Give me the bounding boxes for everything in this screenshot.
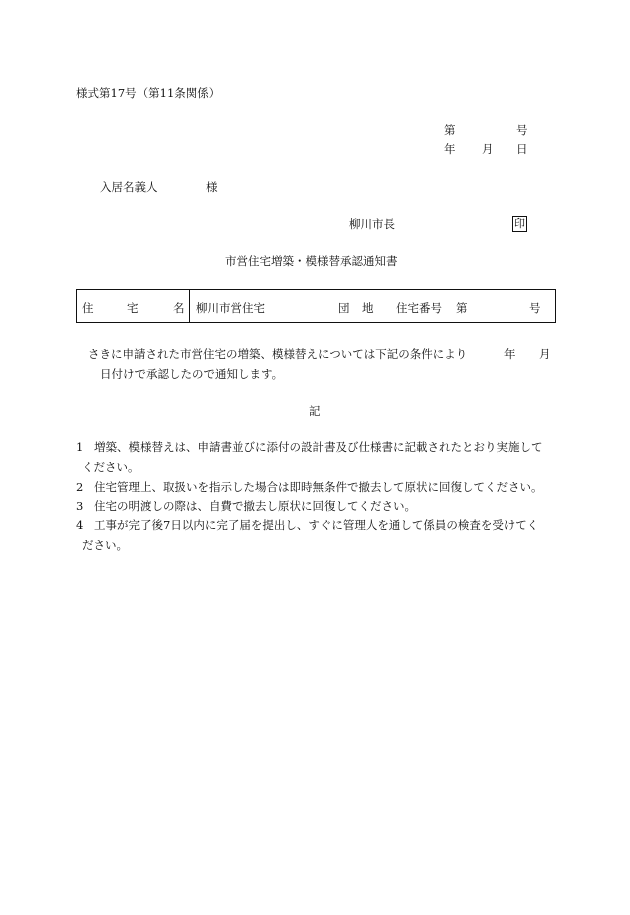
- seal-mark: 印: [514, 217, 525, 230]
- intro-month: 月: [539, 347, 551, 361]
- table-label-dan: 団: [338, 301, 350, 315]
- date-day: 日: [516, 142, 528, 156]
- table-divider: [189, 290, 190, 322]
- housing-table: [76, 289, 556, 323]
- condition-text-cont: ください。: [82, 460, 140, 474]
- condition-text: 住宅の明渡しの際は、自費で撤去し原状に回復してください。: [94, 499, 416, 513]
- condition-number: 4: [76, 518, 84, 532]
- intro-line-1: さきに申請された市営住宅の増築、模様替えについては下記の条件により: [88, 347, 468, 361]
- ki-heading: 記: [309, 404, 321, 418]
- table-label-house-no: 住宅番号: [396, 301, 442, 315]
- table-label-chi: 地: [362, 301, 374, 315]
- issuer-name: 柳川市長: [349, 217, 395, 231]
- addressee-label: 入居名義人: [100, 180, 158, 194]
- doc-no-go: 号: [516, 123, 528, 137]
- table-house-no-dai: 第: [456, 301, 468, 315]
- intro-line-2: 日付けで承認したので通知します。: [100, 367, 284, 381]
- condition-number: 3: [76, 499, 84, 513]
- form-id: 様式第17号（第11条関係）: [76, 86, 221, 100]
- condition-number: 1: [76, 440, 84, 454]
- date-month: 月: [482, 142, 494, 156]
- table-house-no-go: 号: [529, 301, 541, 315]
- intro-year: 年: [504, 347, 516, 361]
- table-label-taku: 宅: [127, 301, 139, 315]
- condition-text: 増築、模様替えは、申請書並びに添付の設計書及び仕様書に記載されたとおり実施して: [94, 440, 543, 454]
- condition-text: 工事が完了後7日以内に完了届を提出し、すぐに管理人を通して係員の検査を受けてく: [94, 518, 539, 532]
- condition-text-cont: ださい。: [82, 538, 128, 552]
- doc-no-dai: 第: [444, 123, 456, 137]
- addressee-honorific: 様: [206, 180, 218, 194]
- housing-name: 柳川市営住宅: [196, 301, 265, 315]
- condition-text: 住宅管理上、取扱いを指示した場合は即時無条件で撤去して原状に回復してください。: [94, 480, 543, 494]
- table-label-mei: 名: [173, 301, 185, 315]
- condition-number: 2: [76, 480, 84, 494]
- document-title: 市営住宅増築・模様替承認通知書: [225, 254, 398, 268]
- date-year: 年: [444, 142, 456, 156]
- table-label-ju: 住: [82, 301, 94, 315]
